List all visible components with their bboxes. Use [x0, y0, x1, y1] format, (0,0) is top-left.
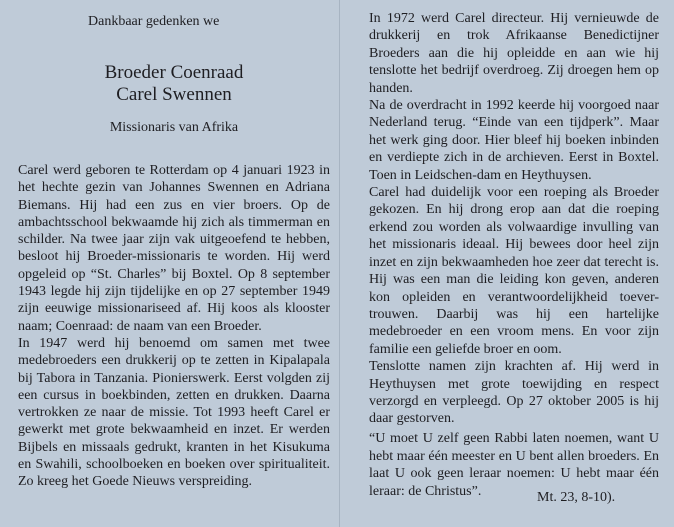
subtitle: Missionaris van Afrika [109, 120, 239, 135]
story-paragraph-4: Tenslotte namen zijn krachten af. Hij werd in Heythuysen met grote toewijding en respect verzorgd en verpleegd. Op 27 oktober 2005 is hij daar gestorven. [369, 359, 659, 427]
bible-quote: “U moet U zelf geen Rabbi laten noemen, want U hebt maar één meester en U bent allen broeders. En laat U ook geen leraar noemen: U hebt maar één leraar: de Christus”. [369, 431, 659, 499]
biography [18, 162, 330, 491]
bio-paragraph-1: Carel werd geboren te Rotterdam op 4 januari 1923 in het hechte gezin van Johannes Swennen en Adriana Biemans. Hij had een zus en vier broers. Op de ambachtsschool bekwaamde hij zich als timmerman en schilder. Na twee jaar zijn vak uitgeoefend te hebben, besloot hij Broeder-missionaris te worden. Hij werd opgeleid op “St. Charles” bij Boxtel. Op 8 september 1943 legde hij zijn tijdelijke en op 27 september 1949 zijn eeuwige missionariseed af. Hij koos als klooster naam; Coenraad: de naam van een Broeder. [18, 163, 330, 334]
story-paragraph-1: In 1972 werd Carel directeur. Hij vernieuwde de drukkerij en trok Afrikaanse Benedictijner Broeders aan die hij opleidde en aan wie hij tenslotte het bedrijf overdroeg. Zij droegen hem op handen. [369, 11, 659, 96]
story-paragraph-2: Na de overdracht in 1992 keerde hij voorgoed naar Nederland terug. “Einde van een tijdperk”. Maar het werk ging door. Hier bleef hij boeken inbinden en verdiepte zich in de archieven. Eerst in Boxtel. Toen in Leidschen-dam en Heythuysen. [369, 98, 659, 183]
card-fold [339, 0, 340, 527]
life-story [369, 10, 659, 428]
bio-paragraph-2: In 1947 werd hij benoemd om samen met twee medebroeders een drukkerij op te zetten in Kipalapala bij Tabora in Tanzania. Pionierswerk. Eerst volgden zij een cursus in boekbinden, zetten en drukken. Daarna vertrokken ze naar de missie. Tot 1993 heeft Carel er gewerkt met grote bekwaamheid en inzet. Er werden Bijbels en missaals gedrukt, kranten in het Kisukuma en Swahili, schoolboeken en boeken over spiritualiteit. Zo kreeg het Goede Nieuws verspreiding. [18, 335, 330, 490]
intro-text: Dankbaar gedenken we [88, 14, 220, 29]
name-line-2: Carel Swennen [116, 84, 232, 105]
quote-reference: Mt. 23, 8-10). [537, 490, 616, 505]
name-line-1: Broeder Coenraad [104, 62, 244, 83]
story-paragraph-3: Carel had duidelijk voor een roeping als Broeder gekozen. En hij drong erop aan dat die roeping erkend zou worden als volwaardige invulling van het missionaris ideaal. Hij bewees door heel zijn inzet en zijn bekwaamheden hoe zeer dat terecht is. Hij was een man die leiding kon geven, anderen kon opleiden en verantwoordelijkheid toever-trouwen. Daarbij was hij een hartelijke medebroeder en een vroom mens. En voor zijn familie een geliefde broer en oom. [369, 185, 659, 357]
